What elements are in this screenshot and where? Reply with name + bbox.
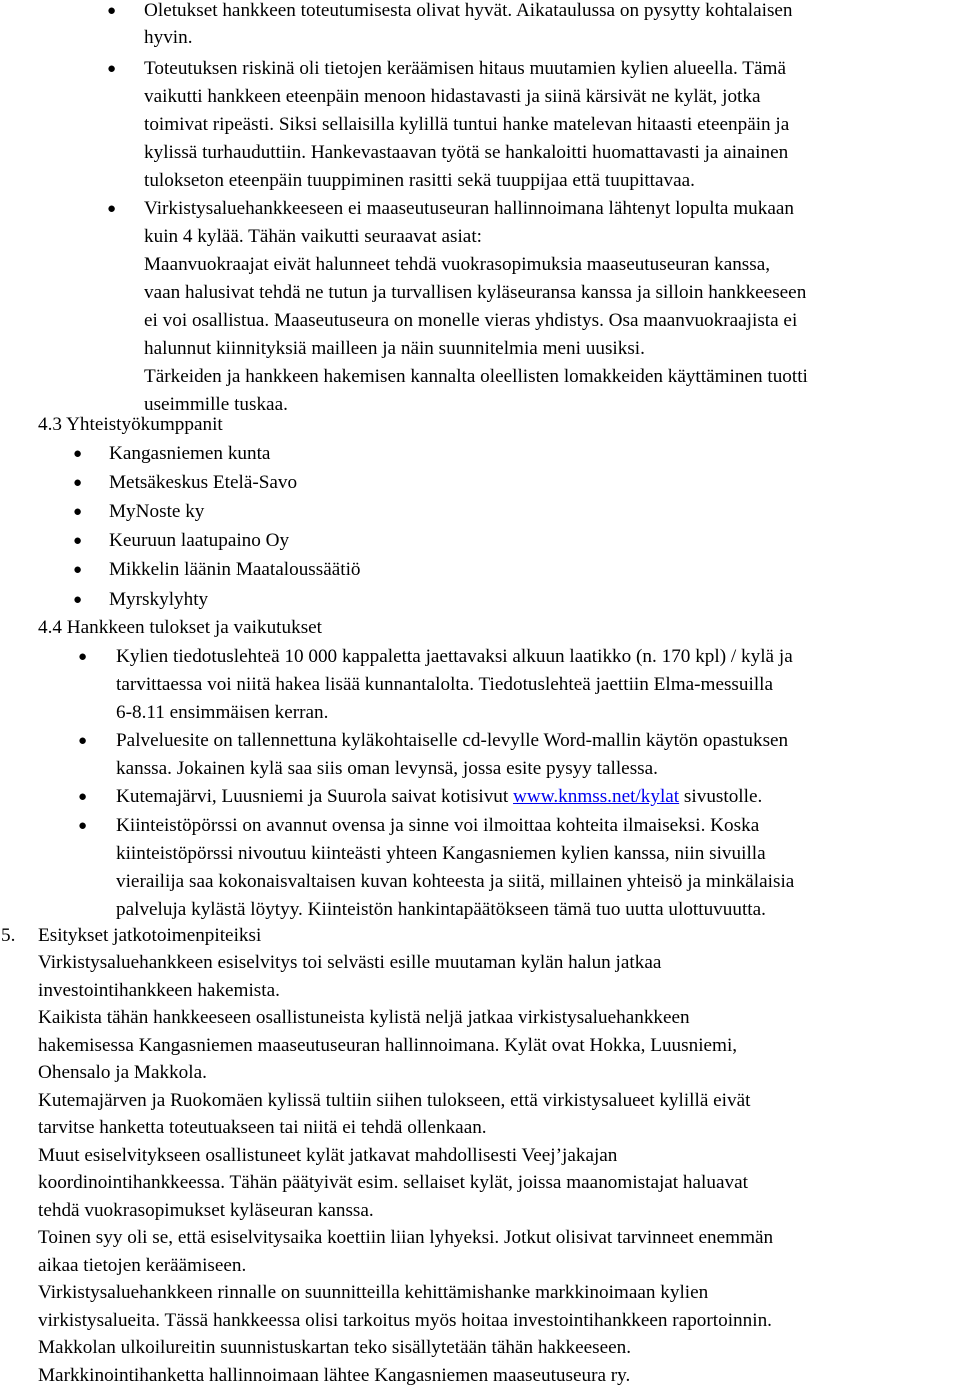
paragraph-line bbox=[144, 87, 760, 106]
partner-item: Myrskylyhty bbox=[109, 589, 209, 610]
partner-item: Metsäkeskus Etelä-Savo bbox=[109, 472, 298, 493]
paragraph-line bbox=[116, 816, 759, 835]
paragraph-line bbox=[116, 675, 773, 694]
text-segment: kuin 4 kylää. Tähän vaikutti seuraavat asiat: bbox=[144, 226, 482, 247]
paragraph-line: virkistysalueita. Tässä hankkeessa olisi tarkoitus myös hoitaa investointihankkeen raportoinnin. bbox=[38, 1310, 772, 1331]
paragraph-line bbox=[144, 283, 806, 302]
paragraph-line bbox=[144, 143, 788, 162]
text-segment: 6-8.11 ensimmäisen kerran. bbox=[116, 702, 329, 723]
text-segment: Virkistysaluehankkeeseen ei maaseutuseuran hallinnoimana lähtenyt lopulta mukaan bbox=[144, 198, 794, 219]
paragraph-line: Markkinointihanketta hallinnoimaan lähtee Kangasniemen maaseutuseura ry. bbox=[38, 1365, 631, 1386]
section-heading-4-3: 4.3 Yhteistyökumppanit bbox=[38, 414, 223, 435]
bullet-dot: ● bbox=[107, 201, 117, 217]
bullet-dot: ● bbox=[78, 818, 88, 834]
paragraph-line bbox=[144, 367, 808, 386]
text-segment: tulokseton eteenpäin tuuppiminen rasitti sekä tuuppijaa että tuupittavaa. bbox=[144, 170, 695, 191]
text-segment: sivustolle. bbox=[679, 786, 763, 807]
bullet-dot: ● bbox=[73, 475, 83, 491]
partner-item: Kangasniemen kunta bbox=[109, 443, 271, 464]
text-segment: Tärkeiden ja hankkeen hakemisen kannalta oleellisten lomakkeiden käyttäminen tuotti bbox=[144, 366, 808, 387]
text-segment: Palveluesite on tallennettuna kyläkohtaiselle cd-levylle Word-mallin käytön opastuksen bbox=[116, 730, 789, 751]
text-segment: kanssa. Jokainen kylä saa siis oman levynsä, jossa esite pysyy tallessa. bbox=[116, 758, 658, 779]
text-segment: toimivat ripeästi. Siksi sellaisilla kylillä tuntui hanke matelevan hitaasti eteenpäin ja bbox=[144, 114, 790, 135]
paragraph-line bbox=[144, 395, 288, 414]
partner-item: Mikkelin läänin Maataloussäätiö bbox=[109, 559, 361, 580]
paragraph-line bbox=[116, 647, 793, 666]
paragraph-line bbox=[116, 703, 328, 722]
text-segment: Toteutuksen riskinä oli tietojen keräämisen hitaus muutamien kylien alueella. Tämä bbox=[144, 58, 786, 79]
paragraph-line bbox=[144, 28, 193, 47]
paragraph-line bbox=[144, 59, 786, 78]
bullet-dot: ● bbox=[107, 3, 117, 19]
text-segment: ei voi osallistua. Maaseutuseura on monelle vieras yhdistys. Osa maanvuokraajista ei bbox=[144, 310, 798, 331]
paragraph-line: tehdä vuokrasopimukset kyläseuran kanssa. bbox=[38, 1200, 374, 1221]
text-segment: tarvittaessa voi niitä hakea lisää kunnantalolta. Tiedotuslehteä jaettiin Elma-messuilla bbox=[116, 674, 774, 695]
paragraph-line bbox=[116, 872, 794, 891]
partner-item: MyNoste ky bbox=[109, 501, 205, 522]
paragraph-line: tarvitse hanketta toteutuakseen tai niitä ei tehdä ollenkaan. bbox=[38, 1117, 487, 1138]
paragraph-line: Makkolan ulkoilureitin suunnistuskartan teko sisällytetään tähän hakkeeseen. bbox=[38, 1337, 632, 1358]
text-segment: vierailija saa kokonaisvaltaisen kuvan kohteesta ja siitä, millainen yhteisö ja minkälaisia bbox=[116, 871, 795, 892]
text-segment: hyvin. bbox=[144, 27, 193, 48]
partner-item: Keuruun laatupaino Oy bbox=[109, 530, 290, 551]
paragraph-line bbox=[116, 844, 766, 863]
paragraph-line bbox=[116, 900, 766, 919]
section-heading-4-4: 4.4 Hankkeen tulokset ja vaikutukset bbox=[38, 617, 323, 638]
paragraph-line: hakemisessa Kangasniemen maaseutuseuran hallinnoimana. Kylät ovat Hokka, Luusniemi, bbox=[38, 1035, 738, 1056]
section-heading-5: Esitykset jatkotoimenpiteiksi bbox=[38, 925, 262, 946]
paragraph-line bbox=[144, 311, 797, 330]
text-segment: Oletukset hankkeen toteutumisesta olivat hyvät. Aikataulussa on pysytty kohtalaisen bbox=[144, 0, 793, 21]
text-segment: vaan halusivat tehdä ne tutun ja turvallisen kyläseuransa kanssa ja silloin hankkeeseen bbox=[144, 282, 807, 303]
text-segment: Kutemajärvi, Luusniemi ja Suurola saivat kotisivut bbox=[116, 786, 514, 807]
text-segment: kylissä turhauduttiin. Hankevastaavan työtä se hankaloitti huomattavasti ja ainainen bbox=[144, 142, 789, 163]
bullet-dot: ● bbox=[78, 733, 88, 749]
text-segment: useimmille tuskaa. bbox=[144, 394, 288, 415]
paragraph-line: Virkistysaluehankkeen rinnalle on suunnitteilla kehittämishanke markkinoimaan kylien bbox=[38, 1282, 709, 1303]
paragraph-line: koordinointihankkeessa. Tähän päätyivät esim. sellaiset kylät, joissa maanomistajat haluavat bbox=[38, 1172, 748, 1193]
bullet-dot: ● bbox=[73, 562, 83, 578]
kylat-site-link[interactable]: www.knmss.net/kylat bbox=[513, 786, 680, 807]
paragraph-line bbox=[144, 227, 482, 246]
text-segment: halunnut kiinnityksiä mailleen ja näin suunnitelmia meni uusiksi. bbox=[144, 338, 645, 359]
paragraph-line bbox=[144, 1, 793, 20]
text-segment: Maanvuokraajat eivät halunneet tehdä vuokrasopimuksia maaseutuseuran kanssa, bbox=[144, 254, 771, 275]
bullet-dot: ● bbox=[73, 533, 83, 549]
text-segment: Kylien tiedotuslehteä 10 000 kappaletta jaettavaksi alkuun laatikko (n. 170 kpl) / kylä ja bbox=[116, 646, 793, 667]
bullet-dot: ● bbox=[78, 789, 88, 805]
bullet-dot: ● bbox=[107, 61, 117, 77]
text-segment: kiinteistöpörssi nivoutuu kiinteästi yhteen Kangasniemen kylien kanssa, niin sivuilla bbox=[116, 843, 766, 864]
paragraph-line bbox=[144, 171, 695, 190]
paragraph-line bbox=[116, 759, 658, 778]
paragraph-line bbox=[144, 255, 770, 274]
paragraph-line bbox=[116, 731, 788, 750]
paragraph-line: Ohensalo ja Makkola. bbox=[38, 1062, 207, 1083]
bullet-dot: ● bbox=[73, 592, 83, 608]
paragraph-line: Toinen syy oli se, että esiselvitysaika koettiin liian lyhyeksi. Jotkut olisivat tarvinneet enemmän bbox=[38, 1227, 774, 1248]
paragraph-line bbox=[116, 787, 762, 806]
text-segment: vaikutti hankkeen eteenpäin menoon hidastavasti ja siinä kärsivät ne kylät, jotka bbox=[144, 86, 761, 107]
paragraph-line bbox=[144, 339, 645, 358]
bullet-dot: ● bbox=[73, 504, 83, 520]
paragraph-line bbox=[144, 199, 794, 218]
bullet-dot: ● bbox=[73, 446, 83, 462]
text-segment: Kiinteistöpörssi on avannut ovensa ja sinne voi ilmoittaa kohteita ilmaiseksi. Koska bbox=[116, 815, 760, 836]
section-number-5: 5. bbox=[1, 925, 16, 946]
bullet-dot: ● bbox=[78, 649, 88, 665]
paragraph-line: aikaa tietojen keräämiseen. bbox=[38, 1255, 247, 1276]
paragraph-line bbox=[144, 115, 789, 134]
paragraph-line: Muut esiselvitykseen osallistuneet kylät jatkavat mahdollisesti Veej’jakajan bbox=[38, 1145, 618, 1166]
paragraph-line: Virkistysaluehankkeen esiselvitys toi selvästi esille muutaman kylän halun jatkaa bbox=[38, 952, 662, 973]
paragraph-line: investointihankkeen hakemista. bbox=[38, 980, 280, 1001]
text-segment: palveluja kylästä löytyy. Kiinteistön hankintapäätökseen tämä tuo uutta ulottuvuutta. bbox=[116, 899, 766, 920]
paragraph-line: Kaikista tähän hankkeeseen osallistuneista kylistä neljä jatkaa virkistysaluehankkeen bbox=[38, 1007, 690, 1028]
paragraph-line: Kutemajärven ja Ruokomäen kylissä tultiin siihen tulokseen, että virkistysalueet kylillä eivät bbox=[38, 1090, 751, 1111]
